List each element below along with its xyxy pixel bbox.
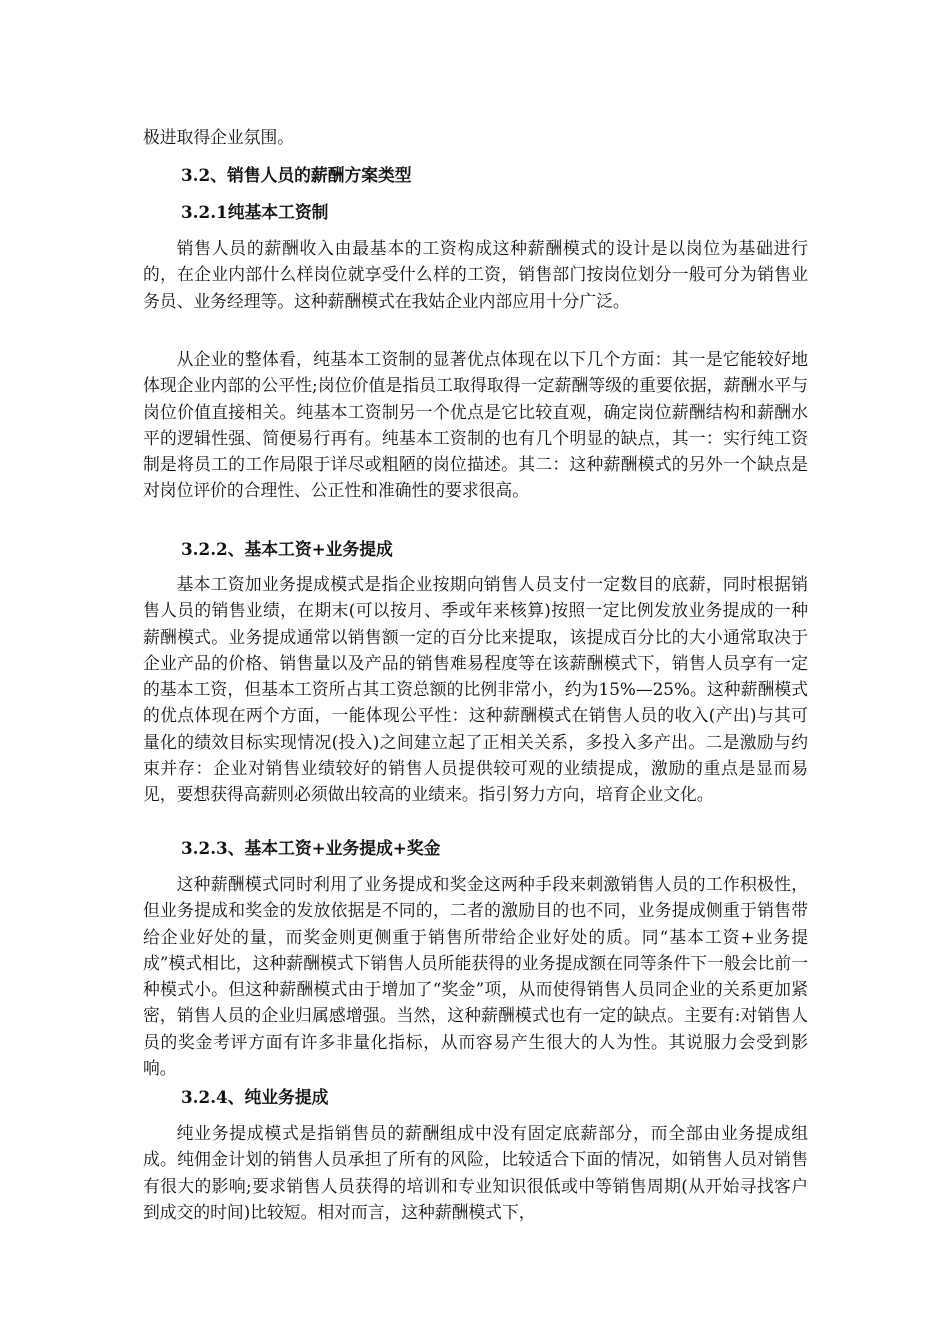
section-heading-3-2-3: 3.2.3、基本工资+业务提成+奖金 xyxy=(181,838,441,858)
paragraph-basic-salary-intro: 销售人员的薪酬收入由最基本的工资构成这种薪酬模式的设计是以岗位为基础进行的，在企业内部什么样岗位就享受什么样的工资，销售部门按岗位划分一般可分为销售业务员、业务经理等。这种薪酬模式在我姑企业内部应用十分广泛。 xyxy=(143,238,808,311)
paragraph-salary-plus-commission: 基本工资加业务提成模式是指企业按期向销售人员支付一定数目的底薪，同时根据销售人员的销售业绩，在期末(可以按月、季或年来核算)按照一定比例发放业务提成的一种薪酬模式。业务提成通常以销售额一定的百分比来提取，该提成百分比的大小通常取决于企业产品的价格、销售量以及产品的销售难易程度等在该薪酬模式下，销售人员享有一定的基本工资，但基本工资所占其工资总额的比例非常小，约为15%—25%。这种薪酬模式的优点体现在两个方面，一能体现公平性：这种薪酬模式在销售人员的收入(产出)与其可量化的绩效目标实现情况(投入)之间建立起了正相关关系，多投入多产出。二是激励与约束并存：企业对销售业绩较好的销售人员提供较可观的业绩提成，激励的重点是显而易见，要想获得高薪则必须做出较高的业绩来。指引努力方向，培育企业文化。 xyxy=(143,574,808,805)
paragraph-pure-commission: 纯业务提成模式是指销售员的薪酬组成中没有固定底薪部分，而全部由业务提成组成。纯佣金计划的销售人员承担了所有的风险，比较适合下面的情况，如销售人员对销售有很大的影响;要求销售人员获得的培训和专业知识很低或中等销售周期(从开始寻找客户到成交的时间)比较短。相对而言，这种薪酬模式下， xyxy=(143,1123,808,1222)
paragraph-salary-commission-bonus: 这种薪酬模式同时利用了业务提成和奖金这两种手段来刺激销售人员的工作积极性，但业务提成和奖金的发放依据是不同的，二者的激励目的也不同，业务提成侧重于销售带给企业好处的量，而奖金则更侧重于销售所带给企业好处的质。同“基本工资+业务提成”模式相比，这种薪酬模式下销售人员所能获得的业务提成额在同等条件下一般会比前一种模式小。但这种薪酬模式由于增加了“奖金”项，从而使得销售人员同企业的关系更加紧密，销售人员的企业归属感增强。当然，这种薪酬模式也有一定的缺点。主要有:对销售人员的奖金考评方面有许多非量化指标，从而容易产生很大的人为性。其说服力会受到影响。 xyxy=(143,874,808,1079)
continuation-line: 极进取得企业氛围。 xyxy=(143,127,295,147)
section-heading-3-2-2: 3.2.2、基本工资+业务提成 xyxy=(181,539,393,559)
paragraph-basic-salary-pros-cons: 从企业的整体看，纯基本工资制的显著优点体现在以下几个方面：其一是它能较好地体现企业内部的公平性;岗位价值是指员工取得取得一定薪酬等级的重要依据，薪酬水平与岗位价值直接相关。纯基本工资制另一个优点是它比较直观，确定岗位薪酬结构和薪酬水平的逻辑性强、简便易行再有。纯基本工资制的也有几个明显的缺点，其一：实行纯工资制是将员工的工作局限于详尽或粗陋的岗位描述。其二：这种薪酬模式的另外一个缺点是对岗位评价的合理性、公正性和准确性的要求很高。 xyxy=(143,349,808,501)
section-heading-3-2-4: 3.2.4、纯业务提成 xyxy=(181,1087,329,1107)
section-heading-3-2: 3.2、销售人员的薪酬方案类型 xyxy=(181,165,412,185)
section-heading-3-2-1: 3.2.1纯基本工资制 xyxy=(181,202,329,222)
